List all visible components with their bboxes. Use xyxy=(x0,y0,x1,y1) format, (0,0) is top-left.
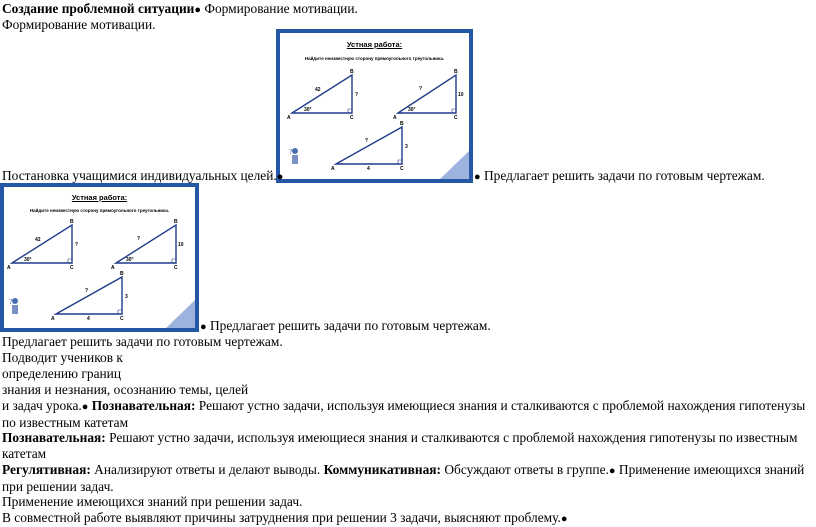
bullet: ● xyxy=(608,465,616,477)
angle-label: 30° xyxy=(24,257,32,263)
side-label: ? xyxy=(365,138,369,144)
doc-text: В совместной работе выявляют причины затруднения при решении 3 задачи, выясняют проблему. xyxy=(2,510,561,525)
doc-text: Решают устно задачи, используя имеющиеся знания и сталкиваются с проблемой нахождения гипотенузы по известным катетам xyxy=(2,430,798,461)
vertex-c-label: C xyxy=(70,265,74,271)
side-label: 4 xyxy=(87,316,90,322)
vertex-a-label: A xyxy=(111,265,115,271)
doc-text: Предлагает решить задачи по готовым чертежам. xyxy=(480,168,765,183)
triangle-2 xyxy=(398,75,456,113)
vertex-b-label: B xyxy=(120,271,124,277)
slide-image-1 xyxy=(276,29,473,183)
bullet: ● xyxy=(194,4,202,16)
slide-image-2 xyxy=(0,183,199,332)
doc-text: Формирование мотивации. xyxy=(201,1,358,16)
side-label: ? xyxy=(75,242,79,248)
doc-text: Применение имеющихся знаний при решении задач. xyxy=(2,462,805,494)
side-label: 3 xyxy=(405,144,408,150)
label-communicative: Коммуникативная: xyxy=(320,462,441,477)
vertex-c-label: C xyxy=(174,265,178,271)
bullet: ● xyxy=(474,171,481,183)
triangle-1 xyxy=(12,225,72,263)
vertex-c-label: C xyxy=(400,166,404,172)
vertex-b-label: B xyxy=(400,121,404,127)
side-label: 3 xyxy=(125,294,128,300)
doc-text: Постановка учащимися индивидуальных целей. xyxy=(2,168,277,183)
doc-line-3-right xyxy=(474,168,765,185)
bullet: ● xyxy=(560,513,568,525)
vertex-b-label: B xyxy=(350,69,354,75)
doc-line-joint xyxy=(2,510,567,527)
bullet: ● xyxy=(200,321,207,333)
vertex-a-label: A xyxy=(393,115,397,121)
vertex-b-label: B xyxy=(70,219,74,225)
side-label: ? xyxy=(355,92,359,98)
doc-line-5: Предлагает решить задачи по готовым чертежам. xyxy=(2,334,283,349)
doc-line-6: Подводит учеников к xyxy=(2,350,123,365)
slide-subtitle: Найдите неизвестную сторону прямоугольного треугольника. xyxy=(304,56,445,61)
doc-text: Решают устно задачи, используя имеющиеся знания и сталкиваются с проблемой нахождения гипотенузы по известным катетам xyxy=(2,398,806,430)
slide-title: Устная работа: xyxy=(346,40,403,49)
pupil-figure-icon xyxy=(289,148,298,164)
angle-label: 30° xyxy=(126,257,134,263)
doc-text: Обсуждают ответы в группе. xyxy=(440,462,609,477)
vertex-a-label: A xyxy=(287,115,291,121)
vertex-a-label: A xyxy=(7,265,11,271)
side-label: 42 xyxy=(35,237,41,243)
doc-line-apply: Применение имеющихся знаний при решении задач. xyxy=(2,494,303,509)
side-label: ? xyxy=(419,86,423,92)
triangle-3 xyxy=(56,277,122,314)
svg-text:?: ? xyxy=(289,148,293,156)
side-label: ? xyxy=(137,236,141,242)
bullet: ● xyxy=(276,171,284,183)
doc-paragraph-1 xyxy=(2,398,810,431)
doc-line-2: Формирование мотивации. xyxy=(2,17,156,32)
pupil-figure-icon xyxy=(9,298,18,314)
side-label: 10 xyxy=(178,242,184,248)
side-label: 4 xyxy=(367,166,370,172)
vertex-c-label: C xyxy=(454,115,458,121)
label-regulatory: Регулятивная: xyxy=(2,462,91,477)
angle-label: 30° xyxy=(408,107,416,113)
bullet: ● xyxy=(81,401,89,413)
doc-line-1 xyxy=(2,1,358,18)
doc-text: и задач урока. xyxy=(2,398,82,413)
label-cognitive: Познавательная: xyxy=(88,398,196,413)
side-label: 42 xyxy=(315,87,321,93)
triangle-3 xyxy=(336,127,402,164)
doc-line-8: знания и незнания, осознанию темы, целей xyxy=(2,382,249,397)
triangle-2 xyxy=(116,225,176,263)
side-label: 10 xyxy=(458,92,464,98)
doc-paragraph-3 xyxy=(2,462,810,495)
vertex-c-label: C xyxy=(350,115,354,121)
slide-subtitle: Найдите неизвестную сторону прямоугольного треугольника. xyxy=(29,208,170,213)
side-label: ? xyxy=(85,288,89,294)
vertex-c-label: C xyxy=(120,316,124,322)
svg-text:?: ? xyxy=(9,298,13,306)
triangle-1 xyxy=(292,75,352,113)
vertex-a-label: A xyxy=(331,166,335,172)
angle-label: 30° xyxy=(304,107,312,113)
doc-text: Анализируют ответы и делают выводы. xyxy=(90,462,321,477)
vertex-a-label: A xyxy=(51,316,55,322)
doc-text: Предлагает решить задачи по готовым чертежам. xyxy=(206,318,491,333)
vertex-b-label: B xyxy=(454,69,458,75)
doc-line-7: определению границ xyxy=(2,366,122,381)
triangles-drawing xyxy=(280,33,469,179)
triangles-drawing xyxy=(4,187,195,328)
label-cognitive: Познавательная: xyxy=(2,430,106,445)
doc-paragraph-2 xyxy=(2,430,810,462)
slide-title: Устная работа: xyxy=(71,193,128,202)
heading-problem-situation: Создание проблемной ситуации xyxy=(2,1,195,16)
vertex-b-label: B xyxy=(174,219,178,225)
doc-line-4-right xyxy=(200,318,491,335)
